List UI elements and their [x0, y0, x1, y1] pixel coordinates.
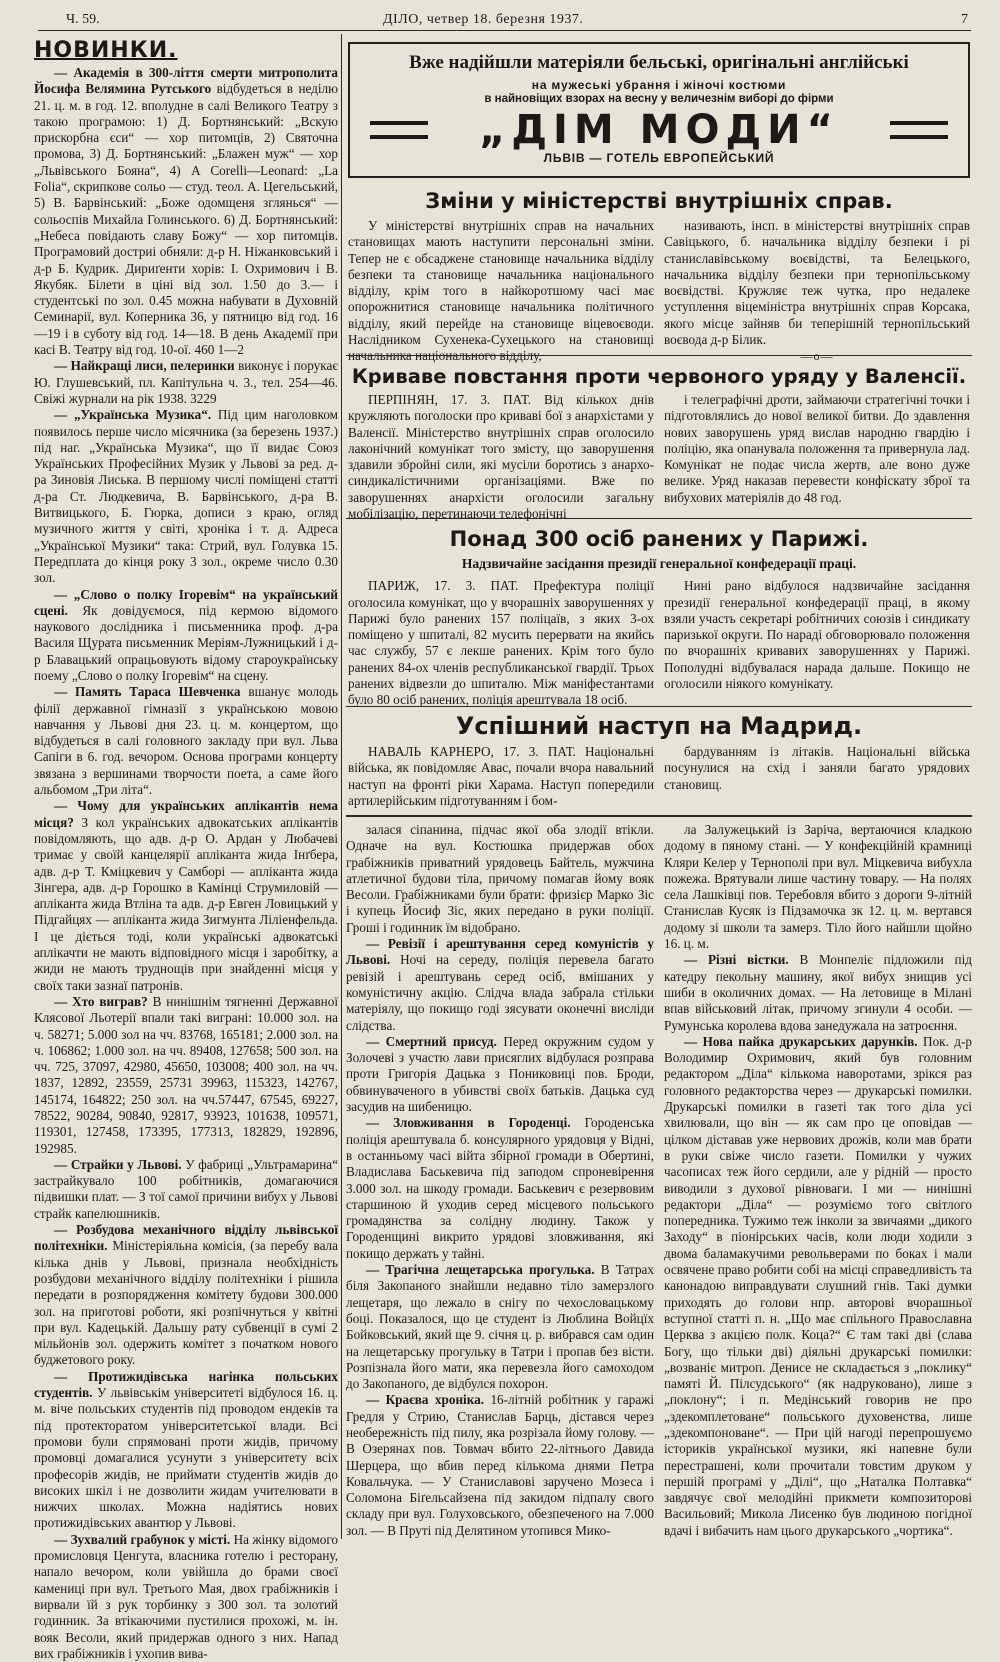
article-body: ПАРИЖ, 17. 3. ПАТ. Префектура поліції оголосила комунікат, що у вчорашніх заворушеннях у Парижі було ранених 157 поліцаїв, з яких 3-ох поміщено у шпиталі, 82 мусить перервати на якийсь час службу, 57 є лекше ранених. Крім того було ранених 84-ох членів республиканської гвардії. Трьох ранених відвезли до шпиталю. Між маніфестантами було 80 осіб ранених, поліція арештувала 18 осіб. — [348, 578, 654, 708]
ad-bars-right-icon — [890, 121, 948, 139]
news-item-lead: — Найкращі лиси, пелеринки — [54, 358, 235, 374]
news-item-text: З кол українських адвокатських аплікантів повідомляють, що адв. д-р О. Ардан у Любачеві тримає у своїй канцелярії апліканта жида Інґбера, адв. д-р Т. Кміцкевич у Самборі — апліканта жида Зінгера, адв. д-р Горошко в Камінці Струмиловій — апліканта жида Втліна та адв. д-р Евген Ловицький у Підгайцях — апліканта жида Зигмунта Ліліенфельда. І це діється тоді, коли українські адвокатські аплікачти не мають відповідного місця і заробітку, а жиди не мають труднощів при знайденні місця у своїх таки зазнаї патронів. — [34, 814, 338, 993]
article-ministry — [348, 186, 970, 364]
news-item-lead: — Академія в 300-ліття смерти митрополита Йосифа Велямина Рутського — [34, 65, 338, 97]
news-item-lead: — Зухвалий грабунок у місті. — [54, 1531, 231, 1547]
news-item-lead: — Нова пайка друкарських дарунків. — [684, 1033, 918, 1049]
news-item — [346, 1115, 654, 1262]
column-divider — [341, 34, 342, 1539]
news-item-lead: — Розбудова механічного відділу львівської політехніки. — [34, 1222, 338, 1254]
news-item — [346, 822, 654, 936]
ad-headline: Вже надійшли матеріяли бельські, оригінальні англійські — [409, 52, 909, 73]
article-title: Успішний наступ на Мадрид. — [455, 712, 863, 740]
ad-brand-row — [350, 105, 968, 155]
news-item — [34, 1369, 338, 1532]
article-subtitle: Надзвичайне засідання президії генеральної конфедерації праці. — [461, 556, 857, 571]
news-item — [34, 798, 338, 994]
news-item-text: Городенська поліція арештувала б. консулярного урядовця у Відні, в останньому часі війта збірної громади в Обертині, Владислава Баськевича під заподом спроневірення 3.000 зол. на шкоду громади. Баськевич є резервовим старшиною й уходив серед місцевого польського громадянства за солідну людину. Також у Городенщині викрито урядові зловживання, які покищо держать у тайні. — [346, 1115, 654, 1261]
article-body: У міністерстві внутрішніх справ на начальних становищах мають наступити персональні зміни. Тепер не є обсаджене становище начальника відділу безпеки та становище начальника національного відділу, крім того в найкоротшому часі має опорожнитися становище начальника політичного відділу, який перейде на становище віцевоєводи. Наслідником Сухенека-Сухецького на становищі начальника національного відділу, — [348, 218, 654, 364]
news-items — [34, 65, 338, 1662]
news-item — [34, 1157, 338, 1222]
news-continuation-col-1 — [346, 822, 654, 1544]
news-item-text: вшанує молодь філії державної гімназії з українською мовою навчання у Львові дня 23. ц. м. концертом, що відбудеться в салі головного закладу при вул. Льва Сапіги в 6. год. вечором. Основа програми концерту звязана з вершинами творчости поета, а саме його альбомом „Три літа“. — [34, 684, 338, 798]
news-item — [34, 994, 338, 1157]
news-item-text: ла Залужецький із Заріча, вертаючися кладкою додому в пяному стані. — У конфекційній крамниці Кляри Келер у Тернополі при вул. Міцкевича вибухла пожежа. Врятували лише частину товару. — На полях села Лашківці пов. Теребовля вбито з дороги 9-літній Станислав Кусяк із Підзамочка зк 12. ц. м. вертався додому зі школи та замерз. Тіло його найшли щойно 16. ц. м. — [664, 822, 972, 952]
news-item-lead: — Краєва хроніка. — [366, 1392, 485, 1408]
news-item-lead: — Смертний присуд. — [366, 1033, 497, 1049]
news-item-text: відбудеться в неділю 21. ц. м. в год. 12. вполудне в салі Великого Театру з такою програмою: 1) Д. Бортнянський: „Вскую прискорбна єси“ — хор питомців, 2) Святочна промова, 3) Д. Бортнянський: „Блажен муж“ — хор „Львівського Бояна“, 4) A Corelli—Leonard: „La Folia“, скрипкове сольо — студ. теол. А. Цегельський, 5) В. Барвінський: „Боже одомщеня зглянься“ — сольоспів Михайла Голинського. 6) Д. Бортнянський: „Небеса повідають славу Божу“ — хор питомців. Програмовий достриі обняли: д-р Н. Ніжанковський і д-р Б. Кудрик. Дириґенти хорів: І. Охримович і В. Якубяк. Білети в ціні від зол. 1.50 до 3.— і студентські по зол. 0.45 можна набувати в Духовній Семинарії, вул. Коперника 36, у пятницю від год. 16—19 і в суботу від год. 14—18. В день Академії при касі В. Театру від год. 10-ої. 460 1—2 — [34, 81, 338, 358]
article-title: Понад 300 осіб ранених у Парижі. — [449, 527, 869, 551]
news-column — [34, 38, 339, 1661]
article-body: Нині рано відбулося надзвичайне засідання президії генеральної конфедерації праці, в якому взяли участь секретарі робітничих союзів і синдикату паризької округи. По нараді обговорювало положення по вчорашніх кривавих заворушеннях у Парижі. Пополудні відбувалася нарада дальше. Покищо не оголосили ніякого комунікату. — [664, 578, 970, 692]
section-rule — [346, 815, 972, 817]
news-item — [664, 952, 972, 1033]
ad-brand: „ДІМ МОДИ“ — [479, 107, 839, 153]
article-body: ПЕРПІНЯН, 17. 3. ПАТ. Від кількох днів кружляють поголоски про криваві бої з анархістами у Валенсії. Міністерство внутрішніх справ оголосило лаконічний комунікат того змісту, що заворушення здавили збройні сили, які мусіли боротись з анархо-синдикалістичними організаціями. Вже по заворушеннях анархісти оголосили загальну мобілізацію, перетинаючи телефонічні — [348, 392, 654, 522]
article-body: бардуванням із літаків. Національні війська посунулися на схід і заняли багато урядових становищ. — [664, 744, 970, 792]
running-header — [38, 8, 968, 32]
news-continuation — [346, 822, 972, 1544]
news-item-text: В нинішнім тягненні Державної Клясової Льотерії впали такі виграні: 10.000 зол. на ч. 58271; 5.000 зол на чч. 83768, 165181; 2.000 зол. на ч. 106862; 1.000 зол. на чч. 89408, 127658; 500 зол. на чч. 725, 37097, 42980, 45650, 103008; 400 зол. на чч. 1837, 12892, 23559, 25731 39963, 115323, 142767, 145174, 164822; 250 зол. на чч.57447, 67545, 69227, 78522, 90284, 90840, 92817, 93923, 101638, 109571, 119301, 127458, 173395, 177313, 182829, 192896, 192985. — [34, 993, 338, 1156]
ad-bars-left-icon — [370, 121, 428, 139]
section-title: НОВИНКИ. — [34, 38, 178, 63]
news-item-lead: — „Слово о полку Ігоревім“ на український сцені. — [34, 586, 338, 618]
ad-tagline: в найновіщих взорах на весну у величезнім виборі до фірми — [484, 93, 834, 105]
article-body: і телеграфічні дроти, займаючи стратегічні точки і підготовлялись до нової великої битви. До здавлення нових заворушень уряд вислав народню гвардію і поліцію, яка опанувала положення та привернула лад. Комунікат не подає числа жертв, але воно дуже велике. Уряд наказав перевести конфіскату зброї та вибухових матеріялів до 48 год. — [664, 392, 970, 505]
article-body: НАВАЛЬ КАРНЕРО, 17. 3. ПАТ. Національні війська, як повідомляє Авас, почали вчора навальний наступ на фронті ріки Харама. Наступ попередили артилерійським підготуванням і бом- — [348, 744, 654, 808]
header-rule — [38, 30, 971, 31]
news-item-text: Міністеріяльна комісія, (за перебу вала кілька днів у Львові, признала необхідність розбудови механічного відділу політехніки і рішила передати в розпорядження комітету будови 300.000 зол. на приготові роботи, які розпічнуться у квітні при вул. Кадецькій. Дальшу рату субвенції в сумі 2 мільйонів зол. одержить комітет з початком нового буджетового року. — [34, 1238, 338, 1368]
news-item-lead: — Протижидівська нагінка польських студентів. — [34, 1368, 338, 1401]
news-item-text: залася сіпанина, підчас якої оба злодії втікли. Одначе на вул. Костюшка придержав обох грабіжників приватний урядовець Байтель, мужчина атлетичної будови тіла, причому помагав йому вояк Весоли. Грабіжниками були брати: фризієр Марко Зіс і купець Йосиф Зіс, яких передано в руки поліції. Гроші і годинник їм відобрано. — [346, 822, 654, 935]
news-item — [664, 822, 972, 952]
end-mark: —о— — [800, 349, 834, 364]
news-item-text: В Татрах біля Закопаного знайшли недавно тіло замерзлого лещетаря, що лежало в снігу по чехословацькому боці. Показалося, що це студент із Люблина Войцїх Бойковський, який ще 9. січня ц. р. вибрався сам один на лещетарську прогульку в Татри і пропав без вісти. Розпізнала його мати, яка перевезла його самоходом до Закопаного, де відбулся похорон. — [346, 1262, 654, 1392]
article-title: Зміни у міністерстві внутрішніх справ. — [425, 189, 893, 213]
news-continuation-col-2 — [664, 822, 972, 1544]
news-item — [34, 1532, 338, 1662]
ad-subline: на мужеські убрання і жіночі костюми — [531, 78, 787, 92]
news-item-text: У львівськім університеті відбулося 16. ц. м. віче польських студентів під проводом ендеків та під протекторатом університетської влади. Всі промови були спрямовані проти жидів, причому промовці домагалися усунути з університету всіх професорів жидів, не приймати студентів жидів до високих шкіл і не дозволити жидам учителювати в нижчих школах. Можна надіятись нових протижидівських авантюр у Львові. — [34, 1385, 339, 1531]
news-item-text: 16-літній робітник у гаражі Гредля у Стрию, Станислав Барць, дістався через необережність під пилу, яка розрізала йому голову. — В Озерянах пов. Товмач вбито 22-літнього Давида Шерцера, що вбив перед кількома днями Петра Ковальчука. — У Станиславові заручено Мозеса і Соломона Біґельсайзена під закидом підпалу свого складу при вул. Голуховського, обезпеченого на 7.000 зол. — В Пруті під Делятином утопився Мико- — [346, 1392, 654, 1538]
news-item — [346, 1034, 654, 1115]
news-item-text: Пок. д-р Володимир Охримович, який був головним редактором „Діла“ кількома наворотами, зрікся раз головного редакторства через — друкарські помилки. Друкарські помилки в газеті так того діла усі хвилювали, що він — як сам про це оповідав — цілком діставав уже нервових дрожів, коли мав брати в руки свіже число газети. Помилки у чужих часописах теж його сердили, але у рідній — просто виводили з духової рівноваги. І ми — нинішні редактори „Діла“ — розуміємо того світлого попередника. Тужимо теж інколи за звичаями „дикого Заходу“ в піонірських часів, коли люди ходили з двома баламакучими револьверами по боках і мали освячене право робити собі на місці справедливість та канонадою виправдувати слушний гнів. Такі думки приходять до голови нпр. авторові вчорашньої вступної статті п. н. „Що має спільного Православна Церква з акцією полк. Коца?“ Є там такі дві (слава Богу, що тільки дві) діяльні друкарські помилки: „возваніє митроп. Денисе не складається з „поклику“ памяті Й. Пілсудського“ (як надруковано), лише з „поклону“; і п. Медінський говорив не про „здекомплетоване“ польського духовенства, лише „здекомпоноване“. — При цій нагоді перепрошуємо істориків української музики, які напевне були перестрашені, коли прочитали товстим друком у першій програмі у „Ділі“, що „Наталка Полтавка“ завдячує свої мелодійні прикмети композиторові Васильовий; Микола Лисенко був людиною погідної вдачі і вибачить нам цього друкарського „чортика“. — [664, 1033, 972, 1538]
news-item — [34, 1222, 338, 1369]
news-item-lead: — Чому для українських аплікантів нема місця? — [34, 798, 338, 830]
news-item — [34, 684, 338, 798]
ad-address: ЛЬВІВ — ГОТЕЛЬ ЕВРОПЕЙСЬКИЙ — [543, 151, 775, 165]
news-item-lead: — „Українська Музика“. — [54, 407, 212, 423]
news-item — [34, 407, 338, 586]
news-item-text: виконує і порукає Ю. Глушевський, пл. Капітульна ч. 3., тел. 254—46. Свіжі журнали на рік 1938. 3229 — [34, 358, 338, 406]
news-item-lead: — Память Тараса Шевченка — [54, 684, 241, 700]
news-item-lead: — Ревізії і арештування серед комуністів у Львові. — [346, 936, 654, 968]
news-item-lead: — Хто виграв? — [54, 993, 148, 1009]
news-item — [346, 1392, 654, 1539]
news-item — [346, 1262, 654, 1392]
page-number-label: Ч. 59. — [66, 12, 100, 27]
news-item-text: Ночі на середу, поліція перевела багато ревізій і арештувань серед осіб, вмішаних у комуністичну акцію. Слідча влада забрала стільки матеріялу, що покищо годі зясувати оконечні висліди слідства. — [346, 952, 654, 1033]
news-item — [346, 936, 654, 1034]
article-madrid — [348, 708, 970, 814]
article-body: називають, інсп. в міністерстві внутрішніх справ Савіцького, б. начальника відділу безпеки і рі станиславівському воєвідстві, та Белецького, начальника відділу безпеки при тернопільському воєвідстві. Кружляє теж чутка, про недалеке уступлення віцеміністра внутрішніх справ Корсака, якого місце зайняв би теперішній тернопільський воєвода д-р Білик. — [664, 218, 970, 348]
article-title: Криваве повстання проти червоного уряду у Валенсії. — [351, 365, 967, 388]
article-rule — [346, 355, 972, 356]
news-item-text: У фабриці „Ультрамарина“ застрайкувало 100 робітників, домагаючися підвишки плат. — З тої самої причини вибух у Львові страйк капелюшників. — [34, 1156, 338, 1221]
news-item-text: На жінку відомого промисловця Ценгута, власника готелю і ресторану, напало вечором, коли увійшла до брами своєї камениці при вул. Третього Мая, двох грабіжників і вирвали їй з рук торбинку з 300 зол. та золотий годинник. За втікаючими пустилися прохожі, м. ін. вояк Весоли, який придержав одного з них. Напад вих грабіжників і ухопив вива- — [34, 1531, 338, 1661]
news-item-text: Під цим наголовком появилось перше число місячника (за березень 1937.) під наг. „Українська Музика“, що її видає Союз Українських Професійних Музик у Львові за ред. д-ра Зиновія Лиська. В першому числі поміщені статті д-ра Ст. Людкевича, В. Барвінського, д-ра В. Витвицького, Б. Гюрка, дописи з краю, огляд музичного життя у світі, хроніка і т. д. Адреса „Української Музики“ така: Стрий, вул. Голувка 15. Передплата до кінця року 3 зол., окреме число 0.30 зол. — [34, 407, 339, 586]
news-item-text: Як довідуємося, під кермою відомого наукового дослідника і письменника проф. д-ра Василя Щурата письменник Меріям-Лужницький і д-р Блавацький опрацьовують відому староукраїнську поему „Слово о полку Ігоревім“ на сцену. — [34, 602, 338, 683]
advertisement — [348, 42, 970, 178]
masthead-date: ДІЛО, четвер 18. березня 1937. — [383, 12, 584, 27]
article-rule — [346, 518, 972, 519]
news-item — [34, 358, 338, 407]
news-item-lead: — Трагічна лещетарська прогулька. — [366, 1262, 595, 1278]
news-item-text: В Монпеліє підложили під катедру пекольну машину, якої вибух знищив усі шиби в околичних домах. — На летовище в Мілані впав військовий літак, причому згинули 4 особи. — Румунська королева вдова занедужала на затроєння. — [664, 952, 972, 1033]
news-item — [34, 65, 338, 358]
news-item — [34, 587, 338, 685]
news-item-lead: — Різні вістки. — [684, 952, 789, 968]
news-item — [664, 1034, 972, 1539]
article-rule — [346, 706, 972, 707]
news-item-lead: — Зловживання в Городенці. — [366, 1115, 571, 1131]
news-item-lead: — Страйки у Львові. — [54, 1156, 182, 1172]
article-paris — [348, 524, 970, 708]
news-item-text: Перед окружним судом у Золочеві з участю лави присяглих відбулася розправа проти Григорія Дацька з Пониковиці пов. Броди, обвинуваченого в убивстві своїх батьків. Дацька суд засудив на шибеницю. — [346, 1033, 654, 1115]
article-valencia — [348, 362, 970, 522]
page-number: 7 — [961, 12, 968, 27]
